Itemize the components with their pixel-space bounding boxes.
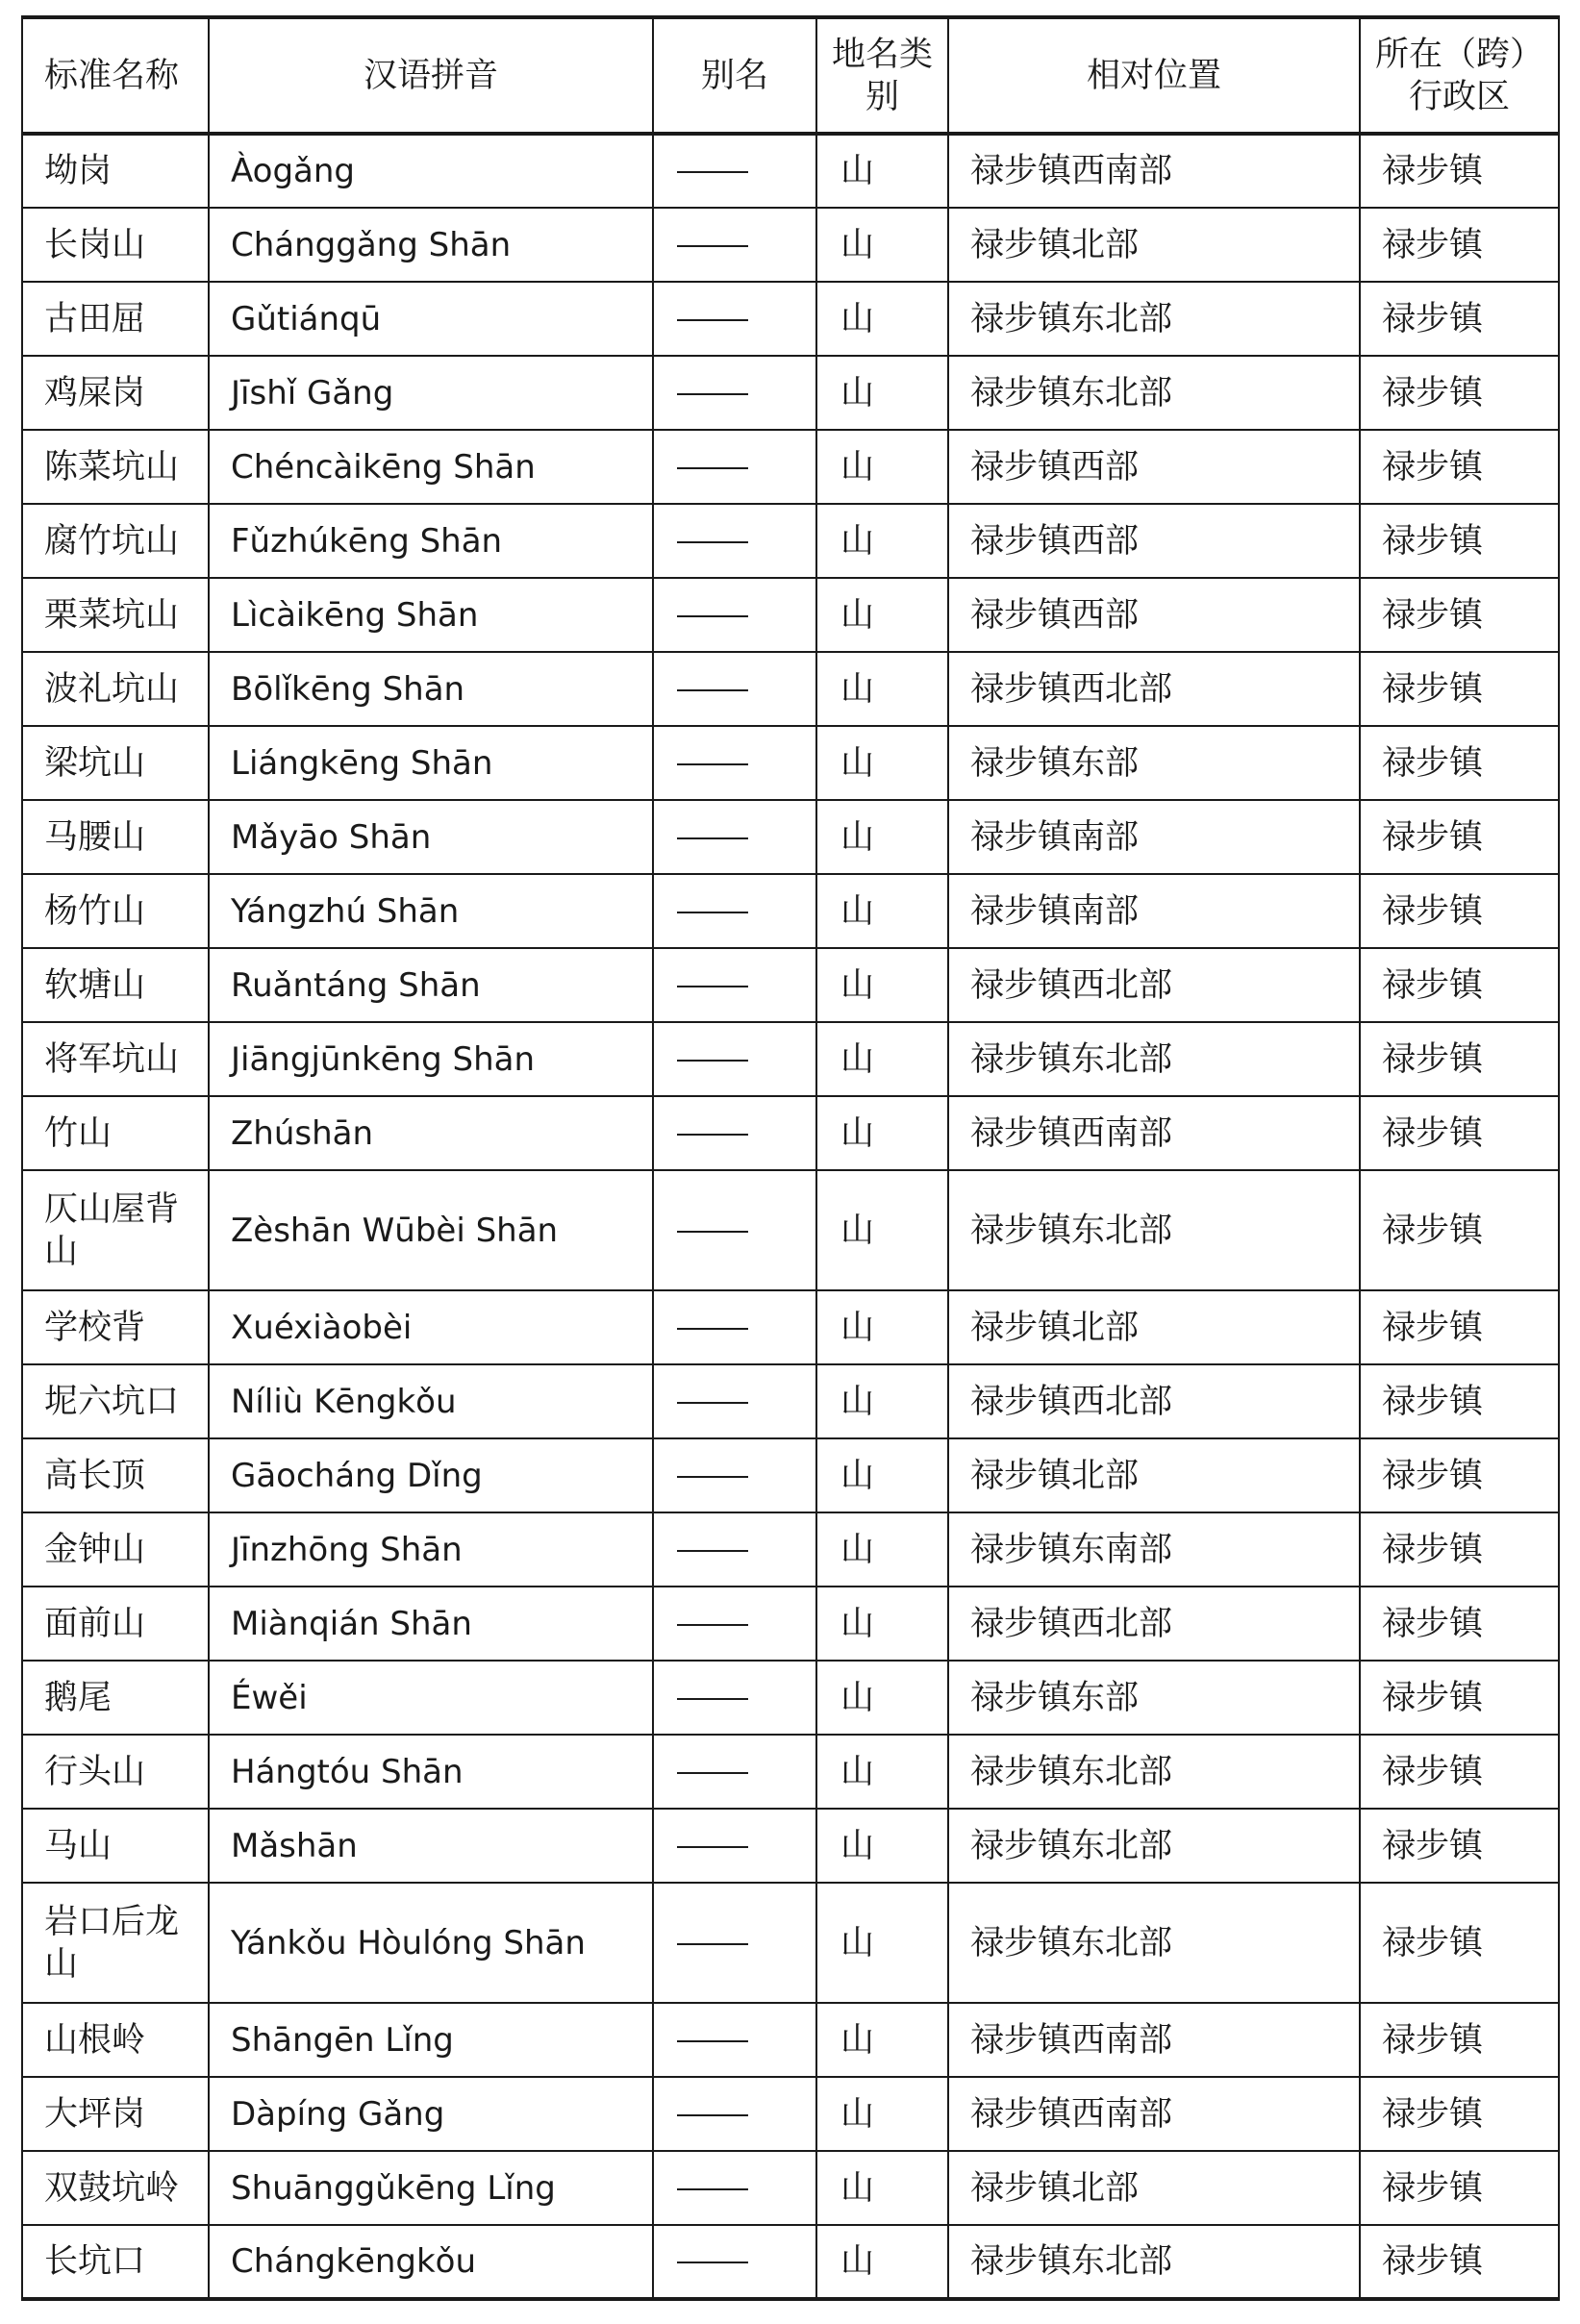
table-row [22, 1022, 1559, 1096]
cell-place-type: 山 [816, 948, 948, 1022]
cell-relative-position: 禄步镇西南部 [948, 2077, 1360, 2151]
cell-pinyin: Àogǎng [209, 134, 653, 208]
cell-standard-name: 岩口后龙山 [22, 1883, 209, 2003]
cell-place-type: 山 [816, 1290, 948, 1364]
cell-admin-region: 禄步镇 [1360, 1096, 1559, 1170]
cell-pinyin: Ruǎntáng Shān [209, 948, 653, 1022]
table-row [22, 1809, 1559, 1883]
cell-relative-position: 禄步镇北部 [948, 1290, 1360, 1364]
cell-admin-region: 禄步镇 [1360, 1809, 1559, 1883]
alias-text [748, 224, 749, 225]
cell-pinyin: Éwěi [209, 1661, 653, 1735]
cell-place-type: 山 [816, 1170, 948, 1290]
alias-text [748, 1751, 749, 1752]
cell-relative-position: 禄步镇北部 [948, 2151, 1360, 2225]
cell-admin-region: 禄步镇 [1360, 504, 1559, 578]
cell-relative-position: 禄步镇东南部 [948, 1512, 1360, 1587]
cell-alias [653, 1587, 816, 1661]
table-row [22, 1290, 1559, 1364]
cell-admin-region: 禄步镇 [1360, 1438, 1559, 1512]
cell-admin-region: 禄步镇 [1360, 948, 1559, 1022]
alias-dash-line [677, 2114, 748, 2116]
cell-admin-region: 禄步镇 [1360, 1364, 1559, 1438]
alias-text [748, 2167, 749, 2168]
alias-dash-line [677, 1402, 748, 1404]
cell-pinyin: Bōlǐkēng Shān [209, 652, 653, 726]
cell-relative-position: 禄步镇东北部 [948, 1735, 1360, 1809]
cell-alias [653, 2003, 816, 2077]
alias-text [748, 1307, 749, 1308]
alias-dash-line [677, 1134, 748, 1136]
cell-standard-name: 杨竹山 [22, 874, 209, 948]
cell-place-type: 山 [816, 356, 948, 430]
cell-place-type: 山 [816, 430, 948, 504]
alias-dash-line [677, 393, 748, 395]
cell-admin-region: 禄步镇 [1360, 282, 1559, 356]
cell-admin-region: 禄步镇 [1360, 2151, 1559, 2225]
cell-admin-region: 禄步镇 [1360, 874, 1559, 948]
cell-standard-name: 腐竹坑山 [22, 504, 209, 578]
alias-dash-line [677, 171, 748, 173]
alias-dash-line [677, 689, 748, 691]
alias-text [748, 890, 749, 891]
cell-place-type: 山 [816, 800, 948, 874]
alias-text [748, 2240, 749, 2241]
alias-dash-line [677, 1231, 748, 1233]
cell-alias [653, 430, 816, 504]
table-row [22, 1587, 1559, 1661]
cell-relative-position: 禄步镇西部 [948, 430, 1360, 504]
cell-admin-region: 禄步镇 [1360, 1170, 1559, 1290]
cell-standard-name: 陈菜坑山 [22, 430, 209, 504]
alias-dash-line [677, 2188, 748, 2190]
alias-dash-line [677, 1772, 748, 1774]
cell-relative-position: 禄步镇东北部 [948, 356, 1360, 430]
cell-relative-position: 禄步镇东北部 [948, 1883, 1360, 2003]
cell-standard-name: 软塘山 [22, 948, 209, 1022]
table-row [22, 208, 1559, 282]
alias-dash-line [677, 615, 748, 617]
table-row [22, 1512, 1559, 1587]
table-row [22, 726, 1559, 800]
cell-pinyin: Chángkēngkǒu [209, 2225, 653, 2299]
alias-dash-line [677, 986, 748, 987]
cell-place-type: 山 [816, 1096, 948, 1170]
alias-text [748, 298, 749, 299]
cell-relative-position: 禄步镇西北部 [948, 948, 1360, 1022]
cell-standard-name: 马腰山 [22, 800, 209, 874]
cell-place-type: 山 [816, 282, 948, 356]
cell-admin-region: 禄步镇 [1360, 1022, 1559, 1096]
alias-dash-line [677, 1060, 748, 1062]
table-row [22, 578, 1559, 652]
cell-pinyin: Dàpíng Gǎng [209, 2077, 653, 2151]
cell-relative-position: 禄步镇东部 [948, 1661, 1360, 1735]
cell-admin-region: 禄步镇 [1360, 726, 1559, 800]
header-pinyin: 汉语拼音 [209, 17, 653, 134]
alias-text [748, 520, 749, 521]
cell-standard-name: 鸡屎岗 [22, 356, 209, 430]
header-admin-region: 所在（跨）行政区 [1360, 17, 1559, 134]
cell-place-type: 山 [816, 726, 948, 800]
cell-standard-name: 行头山 [22, 1735, 209, 1809]
header-relative-position: 相对位置 [948, 17, 1360, 134]
cell-alias [653, 1809, 816, 1883]
cell-admin-region: 禄步镇 [1360, 134, 1559, 208]
cell-standard-name: 面前山 [22, 1587, 209, 1661]
alias-dash-line [677, 1550, 748, 1552]
header-alias: 别名 [653, 17, 816, 134]
cell-place-type: 山 [816, 652, 948, 726]
cell-admin-region: 禄步镇 [1360, 430, 1559, 504]
table-row [22, 2225, 1559, 2299]
cell-admin-region: 禄步镇 [1360, 1735, 1559, 1809]
cell-relative-position: 禄步镇东北部 [948, 1809, 1360, 1883]
cell-standard-name: 学校背 [22, 1290, 209, 1364]
cell-alias [653, 1022, 816, 1096]
cell-alias [653, 2077, 816, 2151]
cell-admin-region: 禄步镇 [1360, 208, 1559, 282]
cell-alias [653, 1883, 816, 2003]
table-row [22, 1438, 1559, 1512]
cell-place-type: 山 [816, 2225, 948, 2299]
cell-place-type: 山 [816, 1809, 948, 1883]
alias-dash-line [677, 541, 748, 543]
cell-standard-name: 金钟山 [22, 1512, 209, 1587]
cell-place-type: 山 [816, 208, 948, 282]
table-row [22, 1883, 1559, 2003]
cell-alias [653, 504, 816, 578]
table-row [22, 430, 1559, 504]
cell-relative-position: 禄步镇东部 [948, 726, 1360, 800]
cell-admin-region: 禄步镇 [1360, 800, 1559, 874]
table-row [22, 2151, 1559, 2225]
cell-standard-name: 坳岗 [22, 134, 209, 208]
cell-alias [653, 1661, 816, 1735]
cell-place-type: 山 [816, 1735, 948, 1809]
place-name-table [21, 15, 1560, 2301]
cell-standard-name: 古田屈 [22, 282, 209, 356]
table-row [22, 652, 1559, 726]
alias-text [748, 1677, 749, 1678]
alias-text [748, 1381, 749, 1382]
cell-alias [653, 1735, 816, 1809]
cell-pinyin: Hángtóu Shān [209, 1735, 653, 1809]
alias-dash-line [677, 837, 748, 839]
cell-standard-name: 栗菜坑山 [22, 578, 209, 652]
alias-dash-line [677, 1698, 748, 1700]
cell-place-type: 山 [816, 1364, 948, 1438]
cell-pinyin: Gāocháng Dǐng [209, 1438, 653, 1512]
cell-alias [653, 1438, 816, 1512]
cell-pinyin: Xuéxiàobèi [209, 1290, 653, 1364]
cell-alias [653, 1290, 816, 1364]
cell-place-type: 山 [816, 578, 948, 652]
cell-pinyin: Jīnzhōng Shān [209, 1512, 653, 1587]
cell-place-type: 山 [816, 1022, 948, 1096]
cell-alias [653, 726, 816, 800]
cell-standard-name: 长岗山 [22, 208, 209, 282]
cell-alias [653, 578, 816, 652]
cell-alias [653, 1096, 816, 1170]
alias-text [748, 1529, 749, 1530]
table-row [22, 1096, 1559, 1170]
cell-place-type: 山 [816, 2003, 948, 2077]
cell-standard-name: 竹山 [22, 1096, 209, 1170]
table-row [22, 2077, 1559, 2151]
cell-relative-position: 禄步镇北部 [948, 1438, 1360, 1512]
alias-dash-line [677, 1624, 748, 1626]
cell-pinyin: Miànqián Shān [209, 1587, 653, 1661]
cell-standard-name: 仄山屋背山 [22, 1170, 209, 1290]
table-row [22, 134, 1559, 208]
cell-place-type: 山 [816, 1438, 948, 1512]
cell-pinyin: Mǎshān [209, 1809, 653, 1883]
table-row [22, 800, 1559, 874]
cell-pinyin: Chánggǎng Shān [209, 208, 653, 282]
alias-dash-line [677, 2040, 748, 2042]
alias-text [748, 372, 749, 373]
cell-alias [653, 1512, 816, 1587]
cell-alias [653, 134, 816, 208]
cell-alias [653, 652, 816, 726]
cell-relative-position: 禄步镇北部 [948, 208, 1360, 282]
cell-standard-name: 鹅尾 [22, 1661, 209, 1735]
cell-pinyin: Lìcàikēng Shān [209, 578, 653, 652]
table-row [22, 948, 1559, 1022]
cell-standard-name: 双鼓坑岭 [22, 2151, 209, 2225]
cell-pinyin: Zèshān Wūbèi Shān [209, 1170, 653, 1290]
cell-place-type: 山 [816, 1587, 948, 1661]
table-body [22, 134, 1559, 2299]
cell-pinyin: Jīshǐ Gǎng [209, 356, 653, 430]
cell-standard-name: 山根岭 [22, 2003, 209, 2077]
cell-admin-region: 禄步镇 [1360, 2003, 1559, 2077]
cell-admin-region: 禄步镇 [1360, 1883, 1559, 2003]
cell-relative-position: 禄步镇西南部 [948, 1096, 1360, 1170]
alias-dash-line [677, 1846, 748, 1848]
cell-relative-position: 禄步镇西南部 [948, 2003, 1360, 2077]
cell-alias [653, 1170, 816, 1290]
table-row [22, 874, 1559, 948]
cell-place-type: 山 [816, 134, 948, 208]
cell-relative-position: 禄步镇西北部 [948, 1364, 1360, 1438]
cell-pinyin: Jiāngjūnkēng Shān [209, 1022, 653, 1096]
cell-admin-region: 禄步镇 [1360, 652, 1559, 726]
cell-standard-name: 将军坑山 [22, 1022, 209, 1096]
table-row [22, 504, 1559, 578]
cell-place-type: 山 [816, 2077, 948, 2151]
alias-text [748, 1038, 749, 1039]
cell-admin-region: 禄步镇 [1360, 1512, 1559, 1587]
cell-alias [653, 948, 816, 1022]
cell-place-type: 山 [816, 1661, 948, 1735]
alias-dash-line [677, 467, 748, 469]
cell-relative-position: 禄步镇西南部 [948, 134, 1360, 208]
cell-place-type: 山 [816, 504, 948, 578]
alias-dash-line [677, 2262, 748, 2263]
cell-pinyin: Shuānggǔkēng Lǐng [209, 2151, 653, 2225]
cell-place-type: 山 [816, 874, 948, 948]
table-row [22, 2003, 1559, 2077]
alias-text [748, 668, 749, 669]
cell-alias [653, 356, 816, 430]
alias-text [748, 2019, 749, 2020]
cell-relative-position: 禄步镇西北部 [948, 652, 1360, 726]
cell-alias [653, 2151, 816, 2225]
cell-standard-name: 波礼坑山 [22, 652, 209, 726]
table-row [22, 1735, 1559, 1809]
cell-standard-name: 高长顶 [22, 1438, 209, 1512]
cell-standard-name: 坭六坑口 [22, 1364, 209, 1438]
table-row [22, 1170, 1559, 1290]
cell-admin-region: 禄步镇 [1360, 578, 1559, 652]
cell-place-type: 山 [816, 1512, 948, 1587]
table-row [22, 1661, 1559, 1735]
alias-text [748, 446, 749, 447]
alias-text [748, 150, 749, 151]
cell-alias [653, 800, 816, 874]
cell-admin-region: 禄步镇 [1360, 1290, 1559, 1364]
cell-alias [653, 208, 816, 282]
alias-dash-line [677, 912, 748, 913]
alias-text [748, 2093, 749, 2094]
cell-pinyin: Yánkǒu Hòulóng Shān [209, 1883, 653, 2003]
alias-text [748, 594, 749, 595]
alias-text [748, 1210, 749, 1211]
cell-admin-region: 禄步镇 [1360, 1661, 1559, 1735]
cell-pinyin: Níliù Kēngkǒu [209, 1364, 653, 1438]
alias-text [748, 1112, 749, 1113]
cell-pinyin: Shāngēn Lǐng [209, 2003, 653, 2077]
cell-alias [653, 874, 816, 948]
cell-pinyin: Zhúshān [209, 1096, 653, 1170]
cell-place-type: 山 [816, 1883, 948, 2003]
cell-pinyin: Liángkēng Shān [209, 726, 653, 800]
header-standard-name: 标准名称 [22, 17, 209, 134]
cell-admin-region: 禄步镇 [1360, 2077, 1559, 2151]
alias-text [748, 1922, 749, 1923]
table-row [22, 1364, 1559, 1438]
alias-text [748, 1455, 749, 1456]
cell-relative-position: 禄步镇西北部 [948, 1587, 1360, 1661]
cell-alias [653, 282, 816, 356]
cell-pinyin: Fǔzhúkēng Shān [209, 504, 653, 578]
header-row [22, 17, 1559, 134]
alias-dash-line [677, 319, 748, 321]
alias-text [748, 964, 749, 965]
table-row [22, 282, 1559, 356]
cell-relative-position: 禄步镇东北部 [948, 1170, 1360, 1290]
alias-text [748, 742, 749, 743]
cell-admin-region: 禄步镇 [1360, 356, 1559, 430]
cell-relative-position: 禄步镇东北部 [948, 2225, 1360, 2299]
cell-relative-position: 禄步镇南部 [948, 874, 1360, 948]
table-row [22, 356, 1559, 430]
alias-text [748, 1825, 749, 1826]
cell-pinyin: Chéncàikēng Shān [209, 430, 653, 504]
cell-admin-region: 禄步镇 [1360, 2225, 1559, 2299]
cell-relative-position: 禄步镇南部 [948, 800, 1360, 874]
cell-admin-region: 禄步镇 [1360, 1587, 1559, 1661]
alias-text [748, 1603, 749, 1604]
alias-dash-line [677, 1328, 748, 1330]
alias-dash-line [677, 245, 748, 247]
alias-text [748, 816, 749, 817]
header-place-type: 地名类别 [816, 17, 948, 134]
cell-place-type: 山 [816, 2151, 948, 2225]
alias-dash-line [677, 763, 748, 765]
cell-pinyin: Mǎyāo Shān [209, 800, 653, 874]
alias-dash-line [677, 1476, 748, 1478]
cell-relative-position: 禄步镇西部 [948, 504, 1360, 578]
cell-standard-name: 梁坑山 [22, 726, 209, 800]
alias-dash-line [677, 1943, 748, 1945]
cell-pinyin: Yángzhú Shān [209, 874, 653, 948]
cell-pinyin: Gǔtiánqū [209, 282, 653, 356]
cell-standard-name: 马山 [22, 1809, 209, 1883]
cell-alias [653, 2225, 816, 2299]
cell-relative-position: 禄步镇东北部 [948, 282, 1360, 356]
cell-standard-name: 大坪岗 [22, 2077, 209, 2151]
cell-standard-name: 长坑口 [22, 2225, 209, 2299]
table-header [22, 17, 1559, 134]
cell-alias [653, 1364, 816, 1438]
cell-relative-position: 禄步镇东北部 [948, 1022, 1360, 1096]
cell-relative-position: 禄步镇西部 [948, 578, 1360, 652]
